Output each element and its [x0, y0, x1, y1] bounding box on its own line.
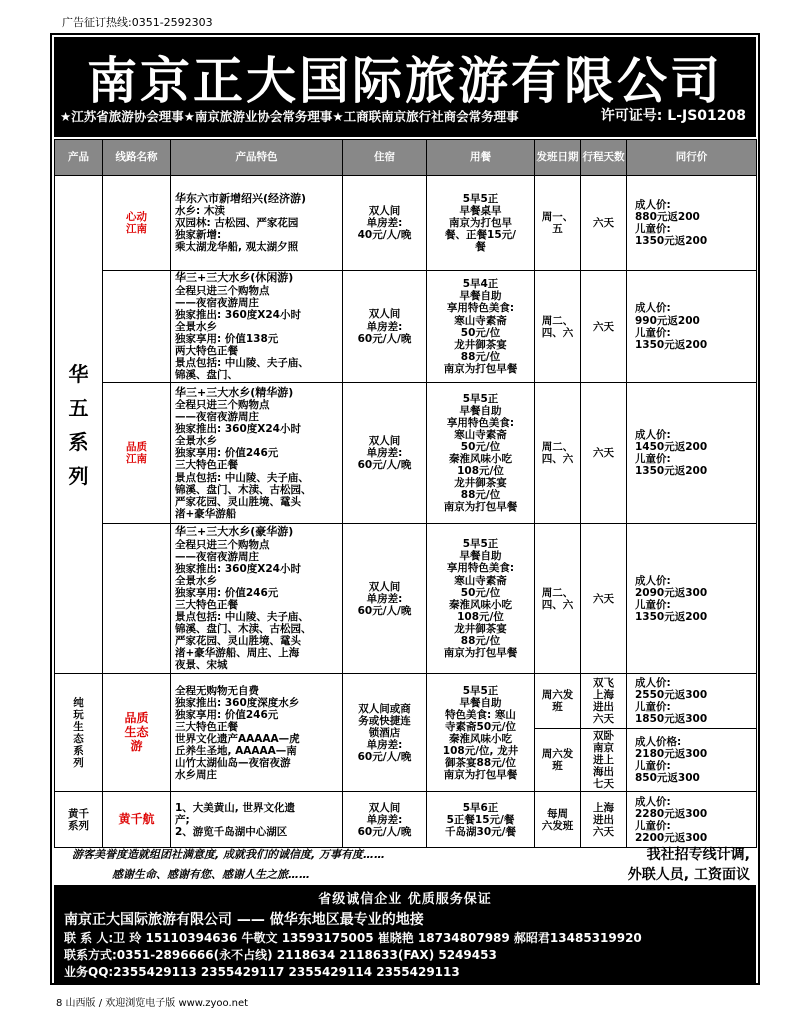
slogan	[72, 845, 385, 886]
meals: 5早5正 早餐自助 特色美食: 寒山 寺素斋50元/位 秦淮风味小吃 108元/位, 龙井 御茶宴88元/位 南京为打包早餐	[427, 674, 535, 792]
ad-frame	[50, 33, 760, 985]
feature-list: 全程只进三个购物点 ——夜宿夜游周庄 独家推出: 360度X24小时 全景水乡 独家享用: 价值138元 两大特色正餐 景点包括: 中山陵、夫子庙、 锦溪、盘门、	[175, 284, 309, 382]
days: 双卧 南京 进上 海出 七天	[581, 729, 627, 792]
recruit-line-1: 我社招专线计调,	[646, 847, 750, 863]
lodging: 双人间 单房差: 60元/人/晚	[343, 271, 427, 383]
route-features	[171, 271, 343, 383]
route-features	[171, 524, 343, 674]
routes-table	[54, 139, 757, 848]
feature-list: 水乡: 木渎 双园林: 古松园、严家花园 独家新增: 乘太湖龙华船, 观太湖夕照	[175, 205, 299, 254]
route-title: 华三+三大水乡(休闲游)	[175, 271, 294, 284]
departure: 周二、四、六	[535, 271, 581, 383]
route-features: 1、大美黄山, 世界文化遗 产; 2、游览千岛湖中心湖区	[171, 792, 343, 848]
footer-motto: 省级诚信企业 优质服务保证	[318, 892, 492, 907]
association-line: ★江苏省旅游协会理事★南京旅游业协会常务理事★工商联南京旅行社商会常务理事	[60, 109, 519, 124]
days: 六天	[581, 383, 627, 524]
lodging: 双人间 单房差: 60元/人/晚	[343, 383, 427, 524]
route-features	[171, 176, 343, 271]
price: 成人价: 990元返200 儿童价: 1350元返200	[627, 271, 757, 383]
lodging: 双人间 单房差: 60元/人/晚	[343, 524, 427, 674]
route-name	[103, 524, 171, 674]
route-name: 品质 江南	[103, 383, 171, 524]
departure: 每周 六发班	[535, 792, 581, 848]
departure: 周二、四、六	[535, 383, 581, 524]
header-price: 同行价	[627, 140, 757, 176]
hotline: 广告征订热线:0351-2592303	[62, 16, 213, 29]
departure: 周一、五	[535, 176, 581, 271]
route-name	[103, 271, 171, 383]
table-row	[55, 524, 757, 674]
departure: 周二、四、六	[535, 524, 581, 674]
lodging: 双人间 单房差: 60元/人/晚	[343, 792, 427, 848]
header-product: 产品	[55, 140, 103, 176]
route-title: 华三+三大水乡(精华游)	[175, 385, 294, 399]
banner	[54, 37, 756, 137]
days: 双飞 上海 进出 六天	[581, 674, 627, 729]
route-title: 华三+三大水乡(豪华游)	[175, 524, 294, 538]
price: 成人价格: 2180元返300 儿童价: 850元返300	[627, 729, 757, 792]
meals: 5早4正 早餐自助 享用特色美食: 寒山寺素斋 50元/位 龙井御茶宴 88元/位 南京为打包早餐	[427, 271, 535, 383]
route-features	[171, 383, 343, 524]
header-departure: 发班日期	[535, 140, 581, 176]
days: 六天	[581, 176, 627, 271]
price: 成人价: 880元返200 儿童价: 1350元返200	[627, 176, 757, 271]
series-huangqian: 黄千 系列	[55, 792, 103, 848]
meals: 5早5正 早餐桌早 南京为打包早 餐、正餐15元/ 餐	[427, 176, 535, 271]
meals: 5早5正 早餐自助 享用特色美食: 寒山寺素斋 50元/位 秦淮风味小吃 108元/位 龙井御茶宴 88元/位 南京为打包早餐	[427, 524, 535, 674]
price: 成人价: 2090元返300 儿童价: 1350元返200	[627, 524, 757, 674]
table-row	[55, 383, 757, 524]
days: 六天	[581, 271, 627, 383]
header-route-name: 线路名称	[103, 140, 171, 176]
meals: 5早6正 5正餐15元/餐 千岛湖30元/餐	[427, 792, 535, 848]
departure: 周六发班	[535, 729, 581, 792]
footer-company: 南京正大国际旅游有限公司 —— 做华东地区最专业的地接	[64, 912, 424, 928]
price: 成人价: 2280元返300 儿童价: 2200元返300	[627, 792, 757, 848]
footer-contacts: 联 系 人:卫 玲 15110394636 牛敬文 13593175005 崔晓艳 18734807989 郝昭君13485319920	[64, 931, 642, 945]
table-row	[55, 674, 757, 729]
header-meals: 用餐	[427, 140, 535, 176]
lodging: 双人间 单房差: 40元/人/晚	[343, 176, 427, 271]
header-days: 行程天数	[581, 140, 627, 176]
price: 成人价: 1450元返200 儿童价: 1350元返200	[627, 383, 757, 524]
recruit-line-2: 外联人员, 工资面议	[627, 867, 750, 884]
recruit-notice	[570, 845, 750, 886]
route-title: 华东六市新增绍兴(经济游)	[175, 191, 307, 205]
feature-list: 全程只进三个购物点 ——夜宿夜游周庄 独家推出: 360度X24小时 全景水乡 独家享用: 价值246元 三大特色正餐 景点包括: 中山陵、夫子庙、 锦溪、盘门、木渎、古松园、 严家花园、灵山胜境、鼋头 渚+豪华游船	[175, 399, 312, 520]
series-eco: 纯 玩 生 态 系 列	[55, 674, 103, 792]
table-row	[55, 792, 757, 848]
license-number: 许可证号: L-JS01208	[600, 108, 746, 124]
departure: 周六发班	[535, 674, 581, 729]
route-features: 全程无购物无自费 独家推出: 360度深度水乡 独家享用: 价值246元 三大特色正餐 世界文化遗产AAAAA—虎 丘养生圣地, AAAAA—南 山竹太湖仙岛—夜宿夜游 水乡周庄	[171, 674, 343, 792]
days: 上海 进出 六天	[581, 792, 627, 848]
route-name: 品质 生态 游	[103, 674, 171, 792]
table-row	[55, 271, 757, 383]
footer	[54, 885, 756, 983]
table-row	[55, 176, 757, 271]
header-lodging: 住宿	[343, 140, 427, 176]
company-title: 南京正大国际旅游有限公司	[87, 52, 723, 110]
price: 成人价: 2550元返300 儿童价: 1850元返300	[627, 674, 757, 729]
meals: 5早5正 早餐自助 享用特色美食: 寒山寺素斋 50元/位 秦淮风味小吃 108元/位 龙井御茶宴 88元/位 南京为打包早餐	[427, 383, 535, 524]
lodging: 双人间或商 务或快捷连 锁酒店 单房差: 60元/人/晚	[343, 674, 427, 792]
header-features: 产品特色	[171, 140, 343, 176]
slogan-line-2: 感谢生命、感谢有您、感谢人生之旅……	[112, 868, 310, 882]
slogan-line-1: 游客美誉度造就组团社满意度, 成就我们的诚信度, 万事有度……	[72, 848, 386, 861]
table-header-row	[55, 140, 757, 176]
route-name: 心动 江南	[103, 176, 171, 271]
footer-qq: 业务QQ:2355429113 2355429117 2355429114 2355429113	[64, 965, 460, 979]
page-number: 8 山西版 / 欢迎浏览电子版 www.zyoo.net	[56, 998, 249, 1009]
days: 六天	[581, 524, 627, 674]
route-name: 黄千航	[103, 792, 171, 848]
series-huawu: 华 五 系 列	[55, 176, 103, 674]
feature-list: 全程只进三个购物点 ——夜宿夜游周庄 独家推出: 360度X24小时 全景水乡 独家享用: 价值246元 三大特色正餐 景点包括: 中山陵、夫子庙、 锦溪、盘门、木渎、古松园、 严家花园、灵山胜境、鼋头 渚+豪华游船、周庄、上海 夜景、宋城	[175, 538, 312, 672]
footer-phones: 联系方式:0351-2896666(永不占线) 2118634 2118633(FAX) 5249453	[64, 948, 497, 962]
